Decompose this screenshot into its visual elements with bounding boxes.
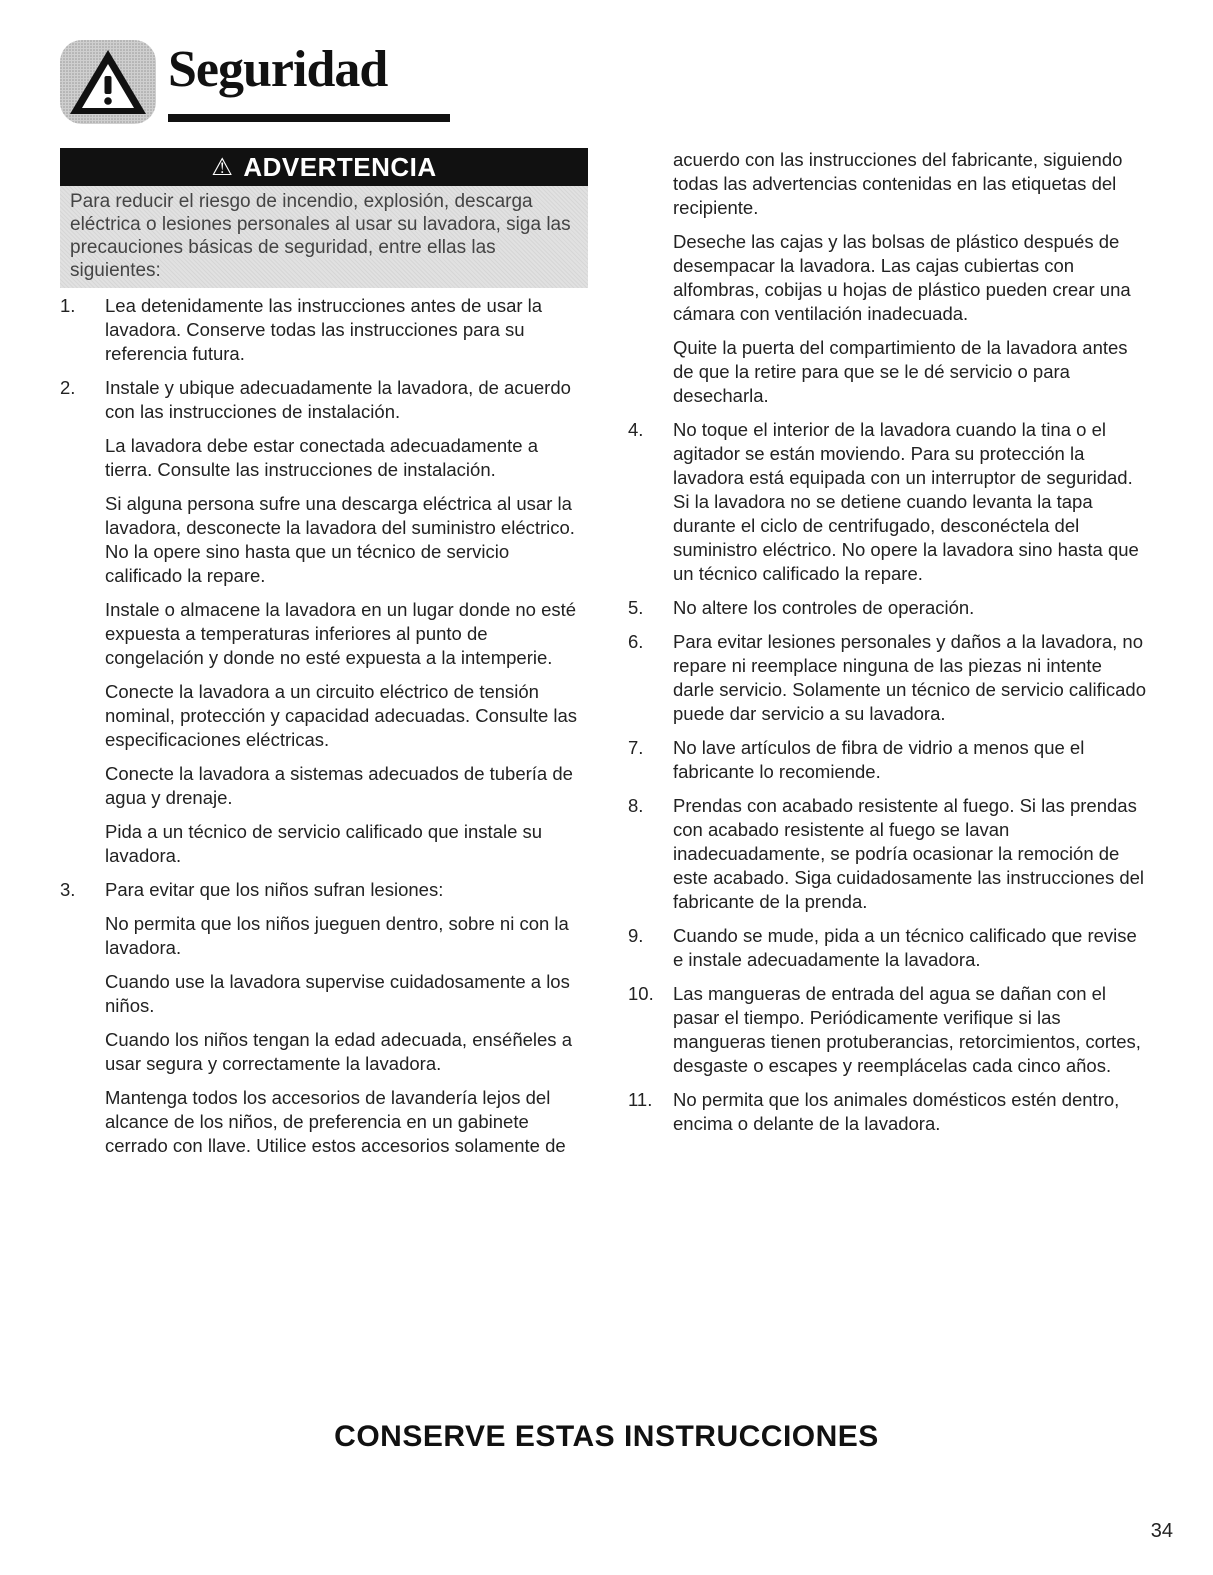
item-number: 9.	[628, 925, 644, 946]
warning-small-icon: ⚠	[211, 153, 234, 181]
page-title: Seguridad	[168, 41, 388, 98]
list-item	[628, 630, 1148, 726]
footer-title: CONSERVE ESTAS INSTRUCCIONES	[334, 1420, 879, 1453]
item-number: 3.	[60, 879, 76, 900]
item-subparagraph: Mantenga todos los accesorios de lavandería lejos del alcance de los niños, de preferencia en un gabinete cerrado con llave. Utilice estos accesorios solamente de	[105, 1087, 566, 1156]
item-text: Lea detenidamente las instrucciones antes de usar la lavadora. Conserve todas las instrucciones para su referencia futura.	[105, 295, 543, 364]
item-number: 2.	[60, 377, 76, 398]
warning-box	[60, 148, 588, 288]
list-item	[628, 924, 1148, 972]
warning-heading	[60, 148, 588, 186]
continuation-paragraph: Deseche las cajas y las bolsas de plástico después de desempacar la lavadora. Las cajas cubiertas con alfombras, cobijas u hojas de plástico pueden crear una cámara con ventilación inadecuada.	[673, 231, 1131, 324]
item-subparagraph: Conecte la lavadora a sistemas adecuados de tubería de agua y drenaje.	[105, 763, 573, 808]
list-item	[628, 418, 1148, 586]
item-number: 4.	[628, 419, 644, 440]
item-number: 1.	[60, 295, 76, 316]
item-text: Cuando se mude, pida a un técnico calificado que revise e instale adecuadamente la lavadora.	[673, 925, 1137, 970]
item-text: Para evitar que los niños sufran lesiones:	[105, 879, 444, 900]
item-text: No permita que los animales domésticos estén dentro, encima o delante de la lavadora.	[673, 1089, 1120, 1134]
list-item	[628, 596, 1148, 620]
list-item	[628, 736, 1148, 784]
list-item	[628, 794, 1148, 914]
item-text: No toque el interior de la lavadora cuando la tina o el agitador se están moviendo. Para su protección la lavadora está equipada con un interruptor de seguridad. Si la lavadora no se detiene cuando levanta la tapa durante el ciclo de centrifugado, desconéctela del suministro eléctrico. No opere la lavadora sino hasta que un técnico calificado la repare.	[673, 419, 1139, 584]
item-subparagraph: Pida a un técnico de servicio calificado que instale su lavadora.	[105, 821, 543, 866]
item-text: Para evitar lesiones personales y daños a la lavadora, no repare ni reemplace ninguna de las piezas ni intente darle servicio. Solamente un técnico de servicio calificado puede dar servicio a su lavadora.	[673, 631, 1147, 724]
item-number: 6.	[628, 631, 644, 652]
list-item	[60, 294, 586, 366]
item-text: No lave artículos de fibra de vidrio a menos que el fabricante lo recomiende.	[673, 737, 1085, 782]
list-item	[628, 1088, 1148, 1136]
list-item	[628, 982, 1148, 1078]
item-subparagraph: La lavadora debe estar conectada adecuadamente a tierra. Consulte las instrucciones de instalación.	[105, 435, 539, 480]
list-item	[60, 878, 586, 1158]
title-underline	[168, 114, 450, 122]
warning-triangle-icon	[60, 40, 156, 124]
item-number: 11.	[628, 1089, 653, 1110]
item-text: Prendas con acabado resistente al fuego. Si las prendas con acabado resistente al fuego se lavan inadecuadamente, se podría ocasionar la remoción de este acabado. Siga cuidadosamente las instrucciones del fabricante de la prenda.	[673, 795, 1145, 912]
item-number: 8.	[628, 795, 644, 816]
item-number: 10.	[628, 983, 654, 1004]
item-number: 5.	[628, 597, 644, 618]
right-column	[628, 148, 1148, 1146]
item-subparagraph: Cuando use la lavadora supervise cuidadosamente a los niños.	[105, 971, 570, 1016]
item-number: 7.	[628, 737, 644, 758]
item-text: Las mangueras de entrada del agua se dañan con el pasar el tiempo. Periódicamente verifique si las mangueras tienen protuberancias, retorcimientos, cortes, desgaste o escapes y reemplácelas cada cinco años.	[673, 983, 1141, 1076]
item-subparagraph: Cuando los niños tengan la edad adecuada, enséñeles a usar segura y correctamente la lavadora.	[105, 1029, 572, 1074]
page-number: 34	[1150, 1520, 1173, 1542]
warning-intro: Para reducir el riesgo de incendio, explosión, descarga eléctrica o lesiones personales al usar su lavadora, siga las precauciones básicas de seguridad, entre ellas las siguientes:	[60, 186, 588, 288]
continuation-paragraph: acuerdo con las instrucciones del fabricante, siguiendo todas las advertencias contenidas en las etiquetas del recipiente.	[673, 149, 1123, 218]
item-subparagraph: Si alguna persona sufre una descarga eléctrica al usar la lavadora, desconecte la lavadora del suministro eléctrico. No la opere sino hasta que un técnico de servicio calificado la repare.	[105, 493, 575, 586]
warning-heading-text: ADVERTENCIA	[243, 151, 437, 182]
item-text: No altere los controles de operación.	[673, 597, 975, 618]
left-column	[60, 294, 586, 1168]
item-subparagraph: Instale o almacene la lavadora en un lugar donde no esté expuesta a temperaturas inferiores al punto de congelación y donde no esté expuesta a la intemperie.	[105, 599, 577, 668]
continuation-paragraph: Quite la puerta del compartimiento de la lavadora antes de que la retire para que se le dé servicio o para desecharla.	[673, 337, 1128, 406]
list-item	[60, 376, 586, 868]
item-subparagraph: No permita que los niños jueguen dentro, sobre ni con la lavadora.	[105, 913, 569, 958]
item-subparagraph: Conecte la lavadora a un circuito eléctrico de tensión nominal, protección y capacidad adecuadas. Consulte las especificaciones eléctricas.	[105, 681, 578, 750]
item-text: Instale y ubique adecuadamente la lavadora, de acuerdo con las instrucciones de instalación.	[105, 377, 571, 422]
